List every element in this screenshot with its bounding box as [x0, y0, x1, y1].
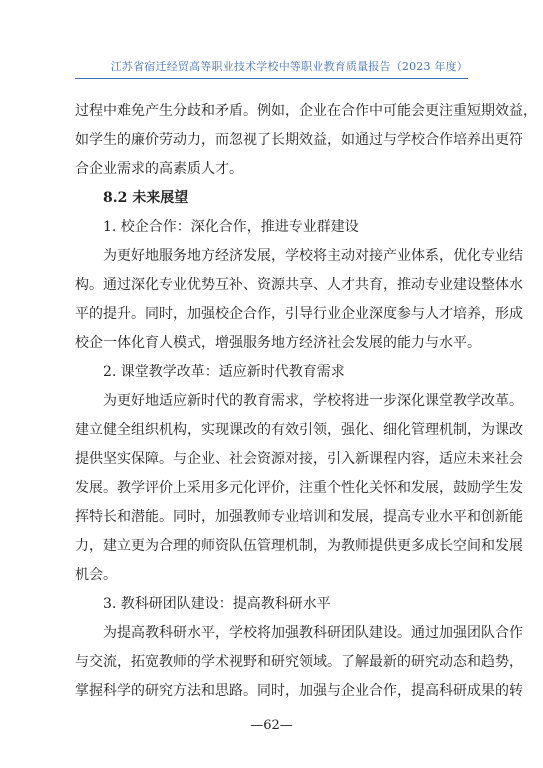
- subsection-heading: 3. 教科研团队建设：提高教科研水平: [103, 596, 331, 612]
- paragraph-line: 掌握科学的研究方法和思路。同时，加强与企业合作，提高科研成果的转: [75, 683, 523, 699]
- subsection-heading: 1. 校企合作：深化合作，推进专业群建设: [103, 219, 359, 235]
- paragraph-line: 力，建立更为合理的师资队伍管理机制，为教师提供更多成长空间和发展: [75, 538, 523, 554]
- page-number: —62—: [250, 718, 293, 733]
- paragraph-line: 过程中难免产生分歧和矛盾。例如，企业在合作中可能会更注重短期效益，: [75, 103, 537, 119]
- paragraph-line: 建立健全组织机构，实现课改的有效引领，强化、细化管理机制，为课改: [75, 422, 523, 438]
- paragraph-line: 为提高教科研水平，学校将加强教科研团队建设。通过加强团队合作: [103, 625, 523, 641]
- subsection-heading: 2. 课堂教学改革：适应新时代教育需求: [103, 364, 345, 380]
- paragraph-line: 如学生的廉价劳动力，而忽视了长期效益，如通过与学校合作培养出更符: [75, 132, 523, 148]
- paragraph-line: 构。通过深化专业优势互补、资源共享、人才共育，推动专业建设整体水: [75, 277, 523, 293]
- paragraph-line: 平的提升。同时，加强校企合作，引导行业企业深度参与人才培养，形成: [75, 306, 523, 322]
- paragraph-line: 挥特长和潜能。同时，加强教师专业培训和发展，提高专业水平和创新能: [75, 509, 523, 525]
- section-heading: 8.2 未来展望: [103, 190, 189, 206]
- paragraph-line: 提供坚实保障。与企业、社会资源对接，引入新课程内容，适应未来社会: [75, 451, 523, 467]
- paragraph-line: 校企一体化育人模式，增强服务地方经济社会发展的能力与水平。: [75, 335, 481, 351]
- paragraph-line: 与交流，拓宽教师的学术视野和研究领域。了解最新的研究动态和趋势，: [75, 654, 523, 670]
- paragraph-line: 合企业需求的高素质人才。: [75, 161, 243, 177]
- paragraph-line: 机会。: [75, 567, 117, 583]
- paragraph-line: 为更好地服务地方经济发展，学校将主动对接产业体系，优化专业结: [103, 248, 523, 264]
- header-divider: [75, 78, 468, 79]
- report-header-title: 江苏省宿迁经贸高等职业技术学校中等职业教育质量报告（2023 年度）: [110, 60, 468, 73]
- paragraph-line: 为更好地适应新时代的教育需求，学校将进一步深化课堂教学改革。: [103, 393, 523, 409]
- paragraph-line: 发展。教学评价上采用多元化评价，注重个性化关怀和发展，鼓励学生发: [75, 480, 523, 496]
